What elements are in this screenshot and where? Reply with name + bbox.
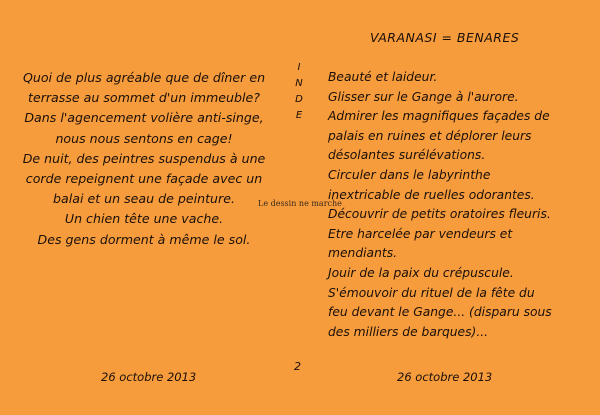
right-text-line: feu devant le Gange... (disparu sous [328, 305, 552, 320]
right-text-line: désolantes surélévations. [328, 148, 486, 163]
left-text-line: terrasse au sommet d'un immeuble? [28, 90, 260, 106]
left-text-line: corde repeignent une façade avec un [25, 171, 263, 187]
left-text-line: Un chien tête une vache. [64, 211, 224, 227]
vertical-letter: I [297, 62, 301, 73]
right-text-line: Circuler dans le labyrinthe [328, 167, 491, 182]
vertical-country-label [292, 60, 306, 124]
page-number: 2 [294, 360, 301, 373]
right-text-line: S'émouvoir du rituel de la fête du [328, 285, 535, 300]
vertical-letter: N [295, 78, 303, 89]
right-text-line: palais en ruines et déplorer leurs [328, 128, 532, 143]
right-text-line: Admirer les magnifiques façades de [328, 109, 550, 124]
right-page-text [328, 68, 590, 342]
left-text-line: Quoi de plus agréable que de dîner en [22, 70, 266, 85]
right-date: 26 octobre 2013 [397, 370, 493, 384]
left-text-line: Dans l'agencement volière anti-singe, [24, 110, 264, 126]
vertical-letter: D [295, 94, 303, 105]
left-text-line: balai et un seau de peinture. [53, 191, 235, 207]
right-text-line: Jouir de la paix du crépuscule. [328, 265, 514, 280]
broken-image-alt-text: Le dessin ne marche [258, 199, 342, 208]
right-text-line: Etre harcelée par vendeurs et [328, 226, 513, 241]
left-date: 26 octobre 2013 [101, 370, 197, 384]
right-text-line: Découvrir de petits oratoires fleuris. [328, 207, 551, 222]
left-page-text [14, 68, 274, 250]
right-text-line: des milliers de barques)... [328, 324, 489, 339]
left-text-line: De nuit, des peintres suspendus à une [22, 150, 266, 166]
right-text-line: inextricable de ruelles odorantes. [328, 187, 535, 202]
right-text-line: Beauté et laideur. [328, 70, 438, 84]
vertical-letter: E [295, 110, 303, 121]
page-title: VARANASI = BENARES [370, 30, 520, 45]
right-text-line: Glisser sur le Gange à l'aurore. [328, 89, 519, 104]
right-text-line: mendiants. [328, 246, 398, 261]
left-text-line: Des gens dorment à même le sol. [37, 231, 251, 247]
left-text-line: nous nous sentons en cage! [55, 130, 233, 146]
